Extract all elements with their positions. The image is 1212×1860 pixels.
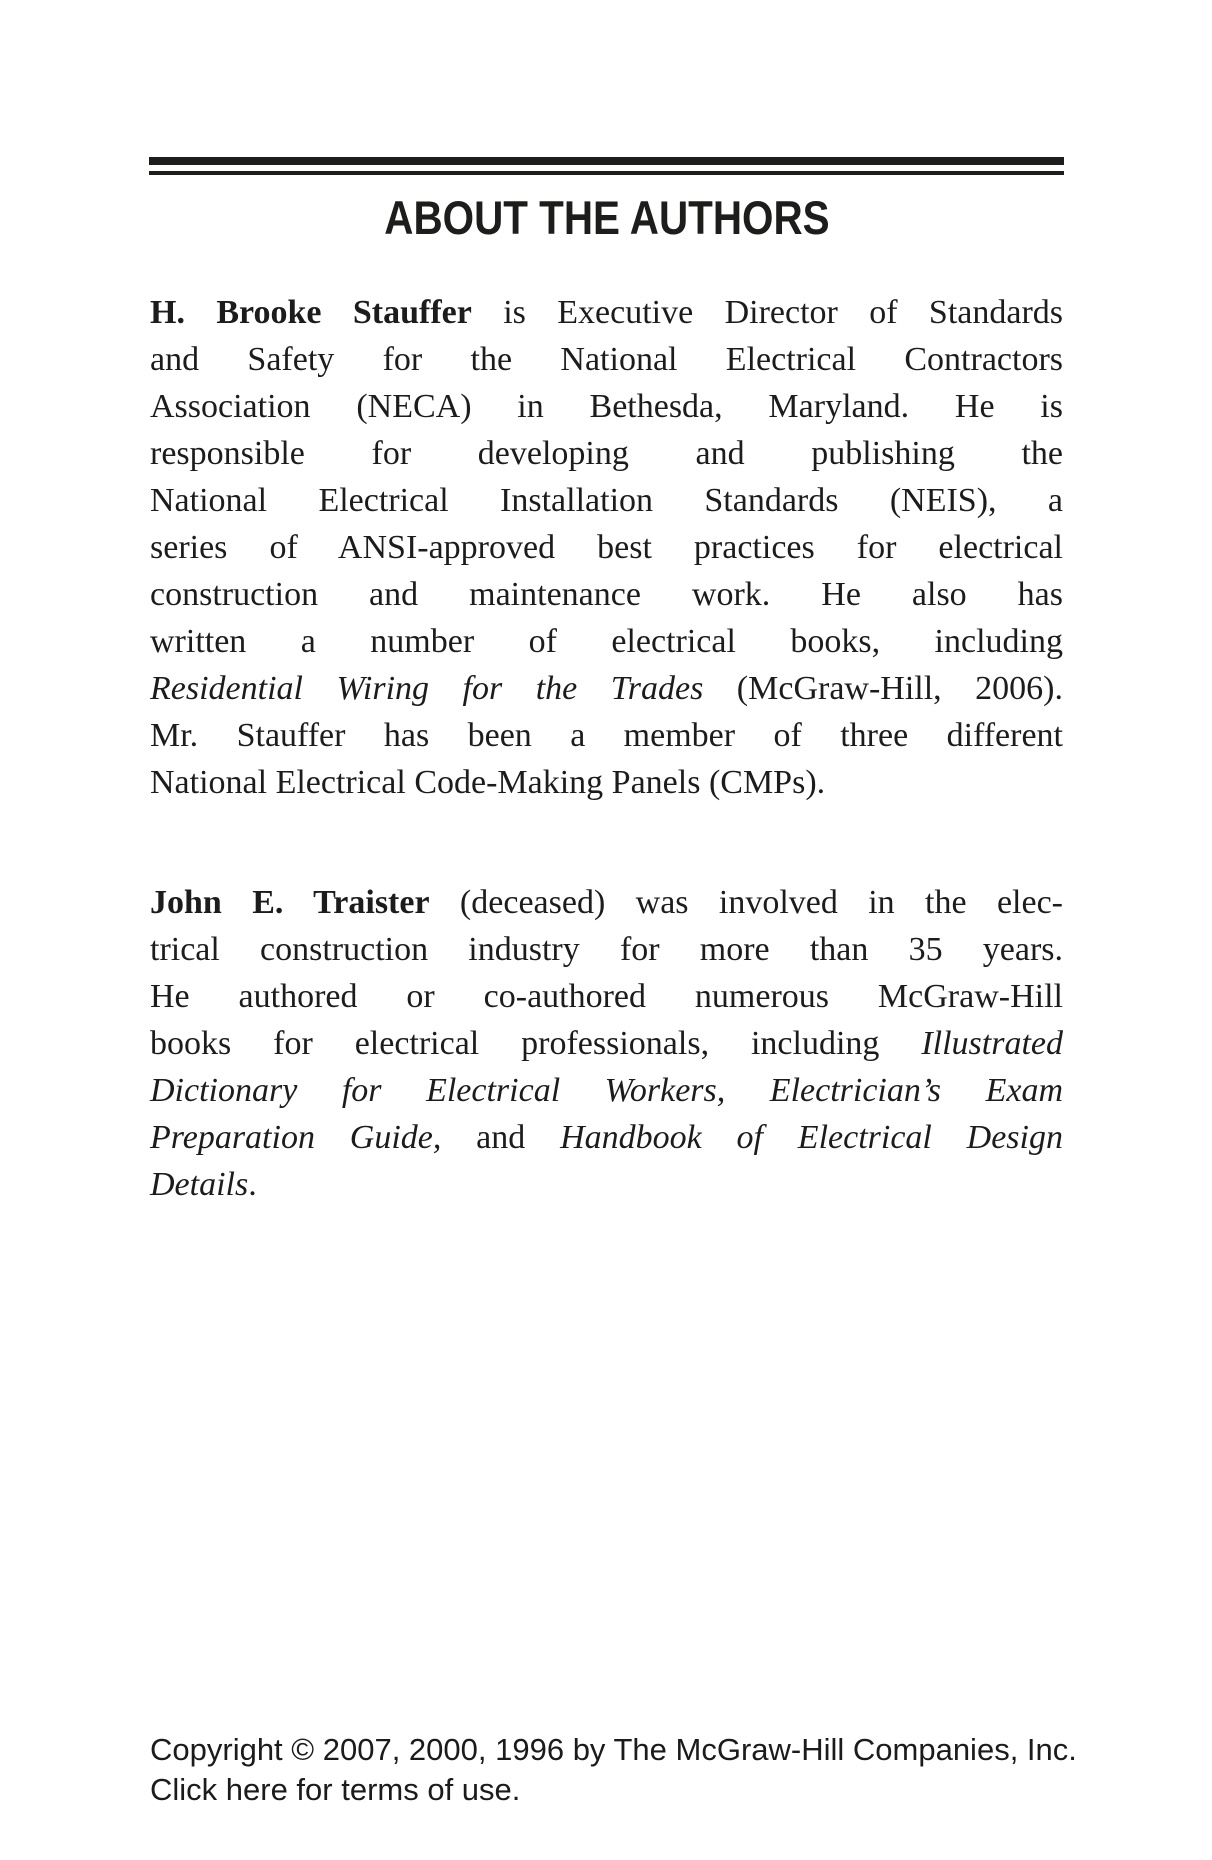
text-line — [150, 618, 1063, 665]
book-title: Details — [150, 1166, 249, 1203]
text-segment: and Safety for the National Electrical Contractors — [150, 341, 1063, 378]
text-line — [150, 926, 1063, 973]
page-title — [150, 191, 1063, 244]
text-line — [150, 759, 1063, 806]
text-segment: National Electrical Installation Standards (NEIS), a — [150, 482, 1063, 519]
text-segment: He authored or co-authored numerous McGraw-Hill — [150, 978, 1063, 1015]
header-rule-thick — [149, 157, 1064, 165]
text-segment: responsible for developing and publishing the — [150, 435, 1063, 472]
text-segment: books for electrical professionals, including — [150, 1025, 922, 1062]
text-segment: trical construction industry for more than 35 years. — [150, 931, 1063, 968]
text-line — [150, 524, 1063, 571]
page-title-text: ABOUT THE AUTHORS — [383, 191, 830, 244]
text-line — [150, 973, 1063, 1020]
text-line — [150, 1020, 1063, 1067]
text-line — [150, 430, 1063, 477]
text-line — [150, 383, 1063, 430]
book-title: Dictionary for Electrical Workers, Electrician’s Exam — [150, 1072, 1063, 1109]
text-segment: and — [441, 1119, 561, 1156]
text-segment: written a number of electrical books, including — [150, 623, 1063, 660]
text-segment: . — [248, 1166, 257, 1203]
copyright-notice: Copyright © 2007, 2000, 1996 by The McGraw-Hill Companies, Inc. — [150, 1732, 1077, 1767]
text-line — [150, 1161, 1063, 1208]
text-segment: series of ANSI-approved best practices for electrical — [150, 529, 1063, 566]
header-double-rule — [149, 157, 1064, 175]
text-line — [150, 712, 1063, 759]
text-segment: construction and maintenance work. He also has — [150, 576, 1063, 613]
text-segment: (McGraw-Hill, 2006). — [703, 670, 1063, 707]
header-rule-thin — [149, 171, 1064, 175]
text-line — [150, 571, 1063, 618]
author-bio-stauffer — [150, 289, 1063, 806]
text-segment: is Executive Director of Standards — [471, 294, 1063, 331]
book-title: Illustrated — [921, 1025, 1063, 1062]
text-line — [150, 879, 1063, 926]
book-title: Residential Wiring for the Trades — [150, 670, 704, 707]
text-line — [150, 665, 1063, 712]
text-line — [150, 1067, 1063, 1114]
text-segment: Association (NECA) in Bethesda, Maryland. He is — [150, 388, 1063, 425]
author-bio-traister — [150, 879, 1063, 1208]
text-segment: National Electrical Code-Making Panels (CMPs). — [150, 764, 826, 801]
text-segment: (deceased) was involved in the elec- — [429, 884, 1064, 921]
text-line — [150, 289, 1063, 336]
book-title: Preparation Guide, — [150, 1119, 442, 1156]
text-line — [150, 1114, 1063, 1161]
text-line — [150, 477, 1063, 524]
terms-of-use-link[interactable]: Click here for terms of use. — [150, 1772, 521, 1807]
text-line — [150, 336, 1063, 383]
author-name: H. Brooke Stauffer — [150, 294, 472, 331]
author-name: John E. Traister — [150, 884, 430, 921]
copyright-footer — [150, 1730, 1150, 1810]
book-title: Handbook of Electrical Design — [560, 1119, 1063, 1156]
text-segment: Mr. Stauffer has been a member of three different — [150, 717, 1063, 754]
